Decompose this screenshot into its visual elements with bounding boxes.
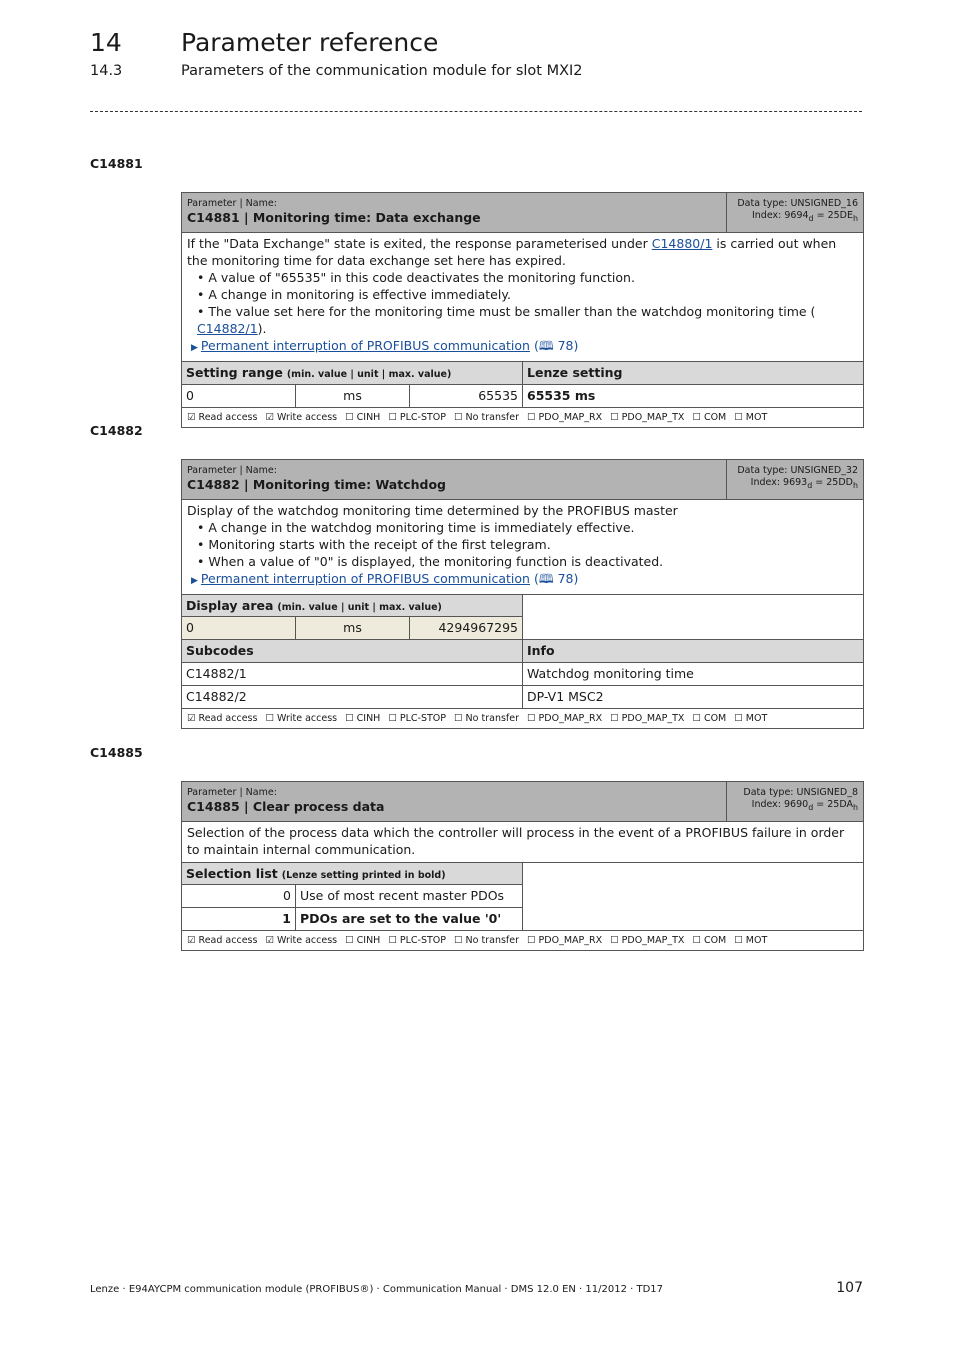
selection-list-label: Selection list (Lenze setting printed in bold)	[182, 863, 522, 885]
option-value: 1	[182, 908, 296, 930]
chapter-title: Parameter reference	[181, 28, 439, 57]
flag-plc-stop: ☐ PLC-STOP	[388, 713, 447, 724]
flag-pdo-map-tx: ☐ PDO_MAP_TX	[610, 412, 685, 423]
section-number: 14.3	[90, 63, 123, 79]
param-table-c14882	[181, 459, 864, 729]
flag-pdo-map-rx: ☐ PDO_MAP_RX	[527, 713, 603, 724]
selection-list-block	[182, 863, 863, 931]
code-heading-c14881: C14881	[90, 156, 143, 171]
flag-no-transfer: ☐ No transfer	[454, 935, 520, 946]
flag-plc-stop: ☐ PLC-STOP	[388, 935, 447, 946]
min-value: 0	[182, 385, 296, 407]
link-c14882-1[interactable]: C14882/1	[197, 321, 258, 336]
code-heading-c14882: C14882	[90, 423, 143, 438]
attribute-flags	[182, 709, 863, 728]
param-description	[182, 822, 863, 863]
list-item	[182, 908, 522, 930]
flag-write-access: ☑ Write access	[265, 412, 338, 423]
xref-row: ▶ Permanent interruption of PROFIBUS communication (🕮 78)	[191, 571, 579, 586]
param-header	[182, 460, 863, 500]
link-c14880-1[interactable]: C14880/1	[651, 236, 713, 251]
header-divider	[90, 111, 862, 112]
bullet-item: • A change in the watchdog monitoring time is immediately effective.	[197, 520, 635, 535]
param-table-c14885	[181, 781, 864, 951]
xref-page[interactable]: 78	[557, 338, 574, 353]
triangle-right-icon: ▶	[191, 343, 198, 353]
flag-write-access: ☑ Write access	[265, 935, 338, 946]
param-name-label: Parameter | Name:	[187, 198, 277, 209]
lenze-setting-label: Lenze setting	[523, 362, 863, 384]
setting-range-header	[182, 362, 863, 385]
desc-text: If the "Data Exchange" state is exited, the response parameterised under	[187, 236, 652, 251]
info-label: Info	[523, 640, 863, 662]
param-header	[182, 193, 863, 233]
book-icon: 🕮	[538, 338, 554, 353]
table-row	[182, 663, 863, 686]
param-description	[182, 500, 863, 595]
flag-mot: ☐ MOT	[734, 935, 768, 946]
bullet-item: • A value of "65535" in this code deactivates the monitoring function.	[197, 270, 635, 285]
subcode-info: DP-V1 MSC2	[527, 689, 604, 704]
bullet-item: • When a value of "0" is displayed, the monitoring function is deactivated.	[197, 554, 664, 569]
xref-link[interactable]: Permanent interruption of PROFIBUS communication	[200, 571, 530, 586]
min-value: 0	[182, 617, 296, 639]
section-title: Parameters of the communication module for slot MXI2	[181, 63, 583, 79]
param-index: Index: $9693_d = 25DD_h$	[750, 477, 858, 490]
xref-page[interactable]: 78	[557, 571, 574, 586]
desc-text: Selection of the process data which the controller will process in the event of a PROFIBUS failure in order to maintain internal communication.	[187, 825, 845, 857]
attribute-flags	[182, 408, 863, 427]
flag-com: ☐ COM	[692, 713, 727, 724]
desc-text: Display of the watchdog monitoring time determined by the PROFIBUS master	[187, 503, 678, 518]
param-name-label: Parameter | Name:	[187, 787, 277, 798]
data-type: Data type: UNSIGNED_8	[743, 787, 858, 798]
option-text: PDOs are set to the value '0'	[300, 911, 502, 926]
empty-cell	[523, 863, 863, 930]
lenze-setting-value: 65535 ms	[527, 388, 596, 403]
flag-pdo-map-rx: ☐ PDO_MAP_RX	[527, 412, 603, 423]
flag-mot: ☐ MOT	[734, 713, 768, 724]
flag-read-access: ☑ Read access	[187, 935, 258, 946]
param-name: C14881 | Monitoring time: Data exchange	[187, 210, 481, 225]
data-type: Data type: UNSIGNED_16	[737, 198, 858, 209]
flag-cinh: ☐ CINH	[345, 935, 381, 946]
flag-no-transfer: ☐ No transfer	[454, 412, 520, 423]
flag-com: ☐ COM	[692, 412, 727, 423]
unit: ms	[296, 385, 410, 407]
subcode-info: Watchdog monitoring time	[527, 666, 694, 681]
flag-plc-stop: ☐ PLC-STOP	[388, 412, 447, 423]
param-name: C14882 | Monitoring time: Watchdog	[187, 477, 447, 492]
option-value: 0	[182, 885, 296, 907]
param-index: Index: $9694_d = 25DE_h$	[751, 210, 858, 223]
setting-range-label: Setting range (min. value | unit | max. value)	[182, 362, 523, 384]
flag-read-access: ☑ Read access	[187, 412, 258, 423]
page-number: 107	[836, 1280, 863, 1296]
flag-cinh: ☐ CINH	[345, 412, 381, 423]
desc-text-cont: is carried out when the monitoring time for data exchange set here has expired.	[187, 236, 837, 268]
unit: ms	[296, 617, 410, 639]
triangle-right-icon: ▶	[191, 576, 198, 586]
xref-link[interactable]: Permanent interruption of PROFIBUS communication	[200, 338, 530, 353]
bullet-item: • Monitoring starts with the receipt of the first telegram.	[197, 537, 551, 552]
param-name-label: Parameter | Name:	[187, 465, 277, 476]
subcodes-header	[182, 640, 863, 663]
flag-pdo-map-rx: ☐ PDO_MAP_RX	[527, 935, 603, 946]
xref-row: ▶ Permanent interruption of PROFIBUS communication (🕮 78)	[191, 338, 579, 353]
flag-read-access: ☑ Read access	[187, 713, 258, 724]
param-name: C14885 | Clear process data	[187, 799, 385, 814]
flag-pdo-map-tx: ☐ PDO_MAP_TX	[610, 713, 685, 724]
flag-mot: ☐ MOT	[734, 412, 768, 423]
empty-cell	[523, 595, 863, 639]
max-value: 4294967295	[410, 617, 522, 639]
display-area-label: Display area (min. value | unit | max. value)	[182, 595, 522, 617]
option-text: Use of most recent master PDOs	[300, 888, 505, 903]
subcode: C14882/2	[182, 686, 523, 708]
flag-cinh: ☐ CINH	[345, 713, 381, 724]
max-value: 65535	[410, 385, 523, 407]
param-table-c14881	[181, 192, 864, 428]
footer-text: Lenze · E94AYCPM communication module (PROFIBUS®) · Communication Manual · DMS 12.0 EN · 11/2012 · TD17	[90, 1284, 664, 1295]
display-area-block	[182, 595, 863, 640]
list-item	[182, 885, 522, 908]
bullet-item: • A change in monitoring is effective immediately.	[197, 287, 511, 302]
param-index: Index: $9690_d = 25DA_h$	[751, 799, 858, 812]
book-icon: 🕮	[538, 571, 554, 586]
subcode: C14882/1	[182, 663, 523, 685]
table-row	[182, 686, 863, 709]
code-heading-c14885: C14885	[90, 745, 143, 760]
param-header	[182, 782, 863, 822]
attribute-flags	[182, 931, 863, 950]
param-description	[182, 233, 863, 362]
chapter-number: 14	[90, 28, 122, 57]
data-type: Data type: UNSIGNED_32	[737, 465, 858, 476]
flag-write-access: ☐ Write access	[265, 713, 338, 724]
bullet-item: • The value set here for the monitoring time must be smaller than the watchdog monitoring time ( C14882/1).	[197, 304, 816, 336]
flag-pdo-map-tx: ☐ PDO_MAP_TX	[610, 935, 685, 946]
setting-range-values	[182, 385, 863, 408]
flag-no-transfer: ☐ No transfer	[454, 713, 520, 724]
subcodes-label: Subcodes	[182, 640, 523, 662]
flag-com: ☐ COM	[692, 935, 727, 946]
